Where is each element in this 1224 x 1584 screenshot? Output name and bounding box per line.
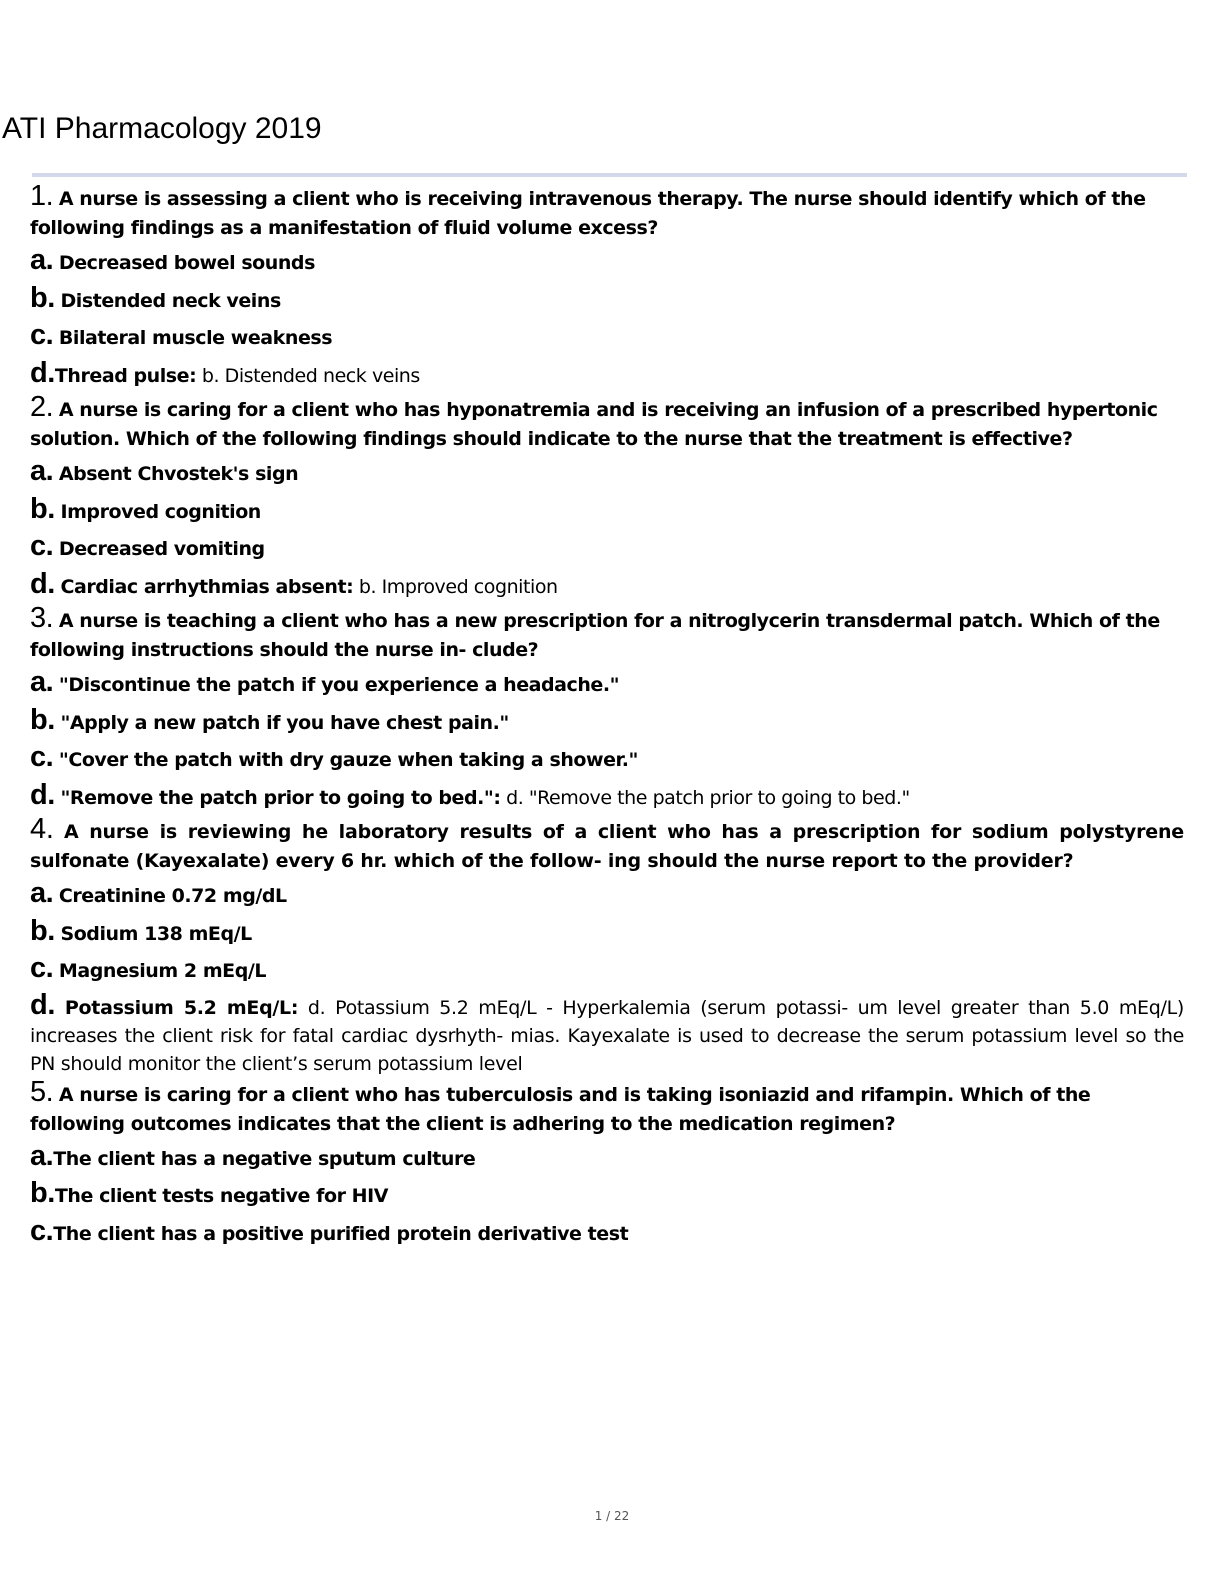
document-title: ATI Pharmacology 2019 [2,112,322,145]
option-letter: a. [30,455,54,487]
option-text: Decreased bowel sounds [58,252,315,274]
question-number: 5. [30,1075,54,1108]
option-text: "Discontinue the patch if you experience a headache." [58,674,620,696]
option-letter: d. [30,567,55,600]
option-letter: a. [30,1139,54,1172]
question-text: A nurse is reviewing he laboratory results of a client who has a prescription for sodium polystyrene sulfonate (Kayexalate) every 6 hr. which of the follow- ing should the nurse report to the provider? [30,821,1184,872]
option-text: Distended neck veins [60,289,281,312]
option-item [30,951,1184,989]
question-stem [30,182,1184,243]
option-item [30,492,1184,530]
option-item [30,356,1184,394]
option-text: "Apply a new patch if you have chest pain." [60,711,509,734]
option-item [30,665,1184,703]
title-divider [32,173,1187,177]
question-text: A nurse is caring for a client who has tuberculosis and is taking isoniazid and rifampin. Which of the following outcomes indicates that the client is adhering to the medication regimen? [30,1083,1091,1135]
question-stem [30,1075,1184,1139]
option-text: Creatinine 0.72 mg/dL [58,885,287,907]
option-item [30,1139,1184,1177]
option-letter: c. [30,952,54,984]
option-item [30,876,1184,914]
option-item [30,529,1184,567]
option-text: Magnesium 2 mEq/L [58,960,267,982]
option-item [30,1176,1184,1214]
question-stem [30,393,1184,454]
question-stem [30,604,1184,665]
page-number: 1 / 22 [594,1509,630,1523]
answer-text: d. "Remove the patch prior to going to bed." [506,786,910,809]
option-letter: d. [30,778,55,811]
answer-text: b. Distended neck veins [201,364,420,387]
answer-text: d. Potassium 5.2 mEq/L - Hyperkalemia (serum potassi- um level greater than 5.0 mEq/L) increases the client risk for fatal cardiac dysrhyth- mias. Kayexalate is used to decrease the serum potassium level so the PN should monitor the client’s serum potassium level [30,996,1184,1075]
question-text: A nurse is caring for a client who has hyponatremia and is receiving an infusion of a prescribed hypertonic solution. Which of the following findings should indicate to the nurse that the treatment is effective? [30,399,1158,450]
option-item [30,703,1184,741]
option-text: Thread pulse: [54,364,197,387]
option-text: Bilateral muscle weakness [58,327,333,349]
option-text: Improved cognition [60,500,261,523]
option-letter: d. [30,356,55,389]
option-letter: a. [30,877,54,909]
question-number: 1. [30,180,54,212]
option-item [30,778,1184,816]
option-item [30,318,1184,356]
option-text: "Remove the patch prior to going to bed.": [60,786,501,809]
option-letter: a. [30,666,54,698]
option-letter: b. [30,703,55,736]
option-letter: c. [30,1214,54,1247]
option-text: Absent Chvostek's sign [58,463,299,485]
option-item [30,1214,1184,1252]
option-item [30,454,1184,492]
option-letter: c. [30,530,54,562]
option-text: Decreased vomiting [58,538,265,560]
answer-text: b. Improved cognition [358,575,558,598]
option-item [30,567,1184,605]
question-list [30,182,1184,1251]
option-item [30,988,1184,1078]
option-letter: b. [30,492,55,525]
option-letter: a. [30,244,54,276]
option-text: Potassium 5.2 mEq/L: [64,996,299,1019]
question-number: 2. [30,391,54,423]
question-stem [30,815,1184,876]
option-item [30,281,1184,319]
option-letter: c. [30,741,54,773]
option-item [30,740,1184,778]
option-letter: d. [30,988,56,1021]
option-item [30,914,1184,952]
option-text: "Cover the patch with dry gauze when taking a shower." [58,749,638,771]
option-text: The client has a positive purified protein derivative test [53,1222,629,1245]
question-number: 3. [30,602,54,634]
option-text: Cardiac arrhythmias absent: [60,575,354,598]
question-text: A nurse is assessing a client who is receiving intravenous therapy. The nurse should identify which of the following findings as a manifestation of fluid volume excess? [30,188,1146,239]
option-text: Sodium 138 mEq/L [60,922,252,945]
option-text: The client tests negative for HIV [54,1185,388,1207]
option-letter: b. [30,281,55,314]
option-text: The client has a negative sputum culture [53,1147,476,1170]
option-item [30,243,1184,281]
option-letter: c. [30,319,54,351]
option-letter: b. [30,914,55,947]
question-number: 4. [30,813,54,845]
option-letter: b. [30,1177,55,1209]
question-text: A nurse is teaching a client who has a new prescription for a nitroglycerin transdermal patch. Which of the following instructions should the nurse in- clude? [30,610,1160,661]
